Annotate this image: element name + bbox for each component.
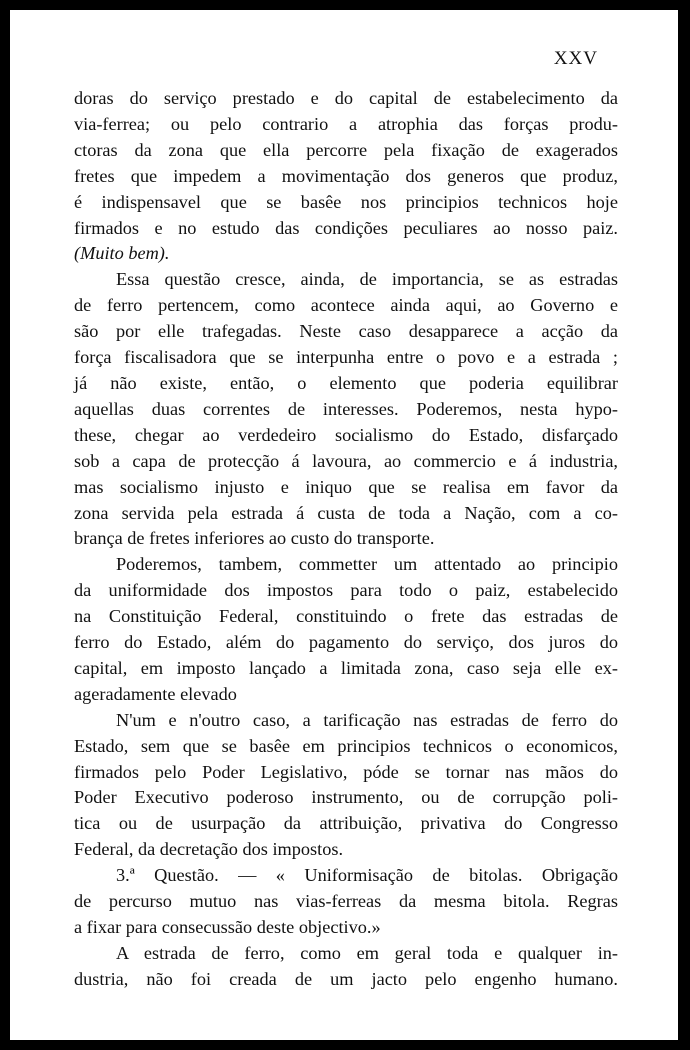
text-line: a fixar para consecussão deste objectivo.» — [74, 917, 381, 937]
text-line: mas socialismo injusto e iniquo que se realisa em favor da — [74, 476, 618, 497]
text-line: Federal, da decretação dos impostos. — [74, 839, 344, 860]
text-line: são por elle trafegadas. Neste caso desapparece a acção da — [74, 321, 618, 342]
text-line: Poderemos, tambem, commetter um attentado ao principio — [116, 554, 618, 575]
text-line: brança de fretes inferiores ao custo do transporte. — [74, 528, 435, 549]
text-line: tica ou de usurpação da attribuição, privativa do Congresso — [74, 813, 618, 834]
text-line: doras do serviço prestado e do capital de estabelecimento da — [74, 88, 618, 108]
text-line: na Constituição Federal, constituindo o frete das estradas de — [74, 606, 618, 627]
text-line: zona servida pela estrada á custa de toda a Nação, com a co- — [74, 502, 618, 523]
text-line: dustria, não foi creada de um jacto pelo engenho humano. — [74, 968, 618, 989]
text-line: Poder Executivo poderoso instrumento, ou de corrupção poli- — [74, 787, 618, 808]
text-line: é indispensavel que se basêe nos principios technicos hoje — [74, 191, 618, 212]
text-line: Estado, sem que se basêe em principios technicos o economicos, — [74, 735, 618, 756]
text-line: firmados e no estudo das condições peculiares ao nosso paiz. — [74, 217, 618, 238]
text-line: N'um e n'outro caso, a tarificação nas estradas de ferro do — [116, 709, 618, 730]
text-line: força fiscalisadora que se interpunha entre o povo e a estrada ; — [74, 347, 618, 368]
text-line: capital, em imposto lançado a limitada zona, caso seja elle ex- — [74, 657, 618, 678]
body-text — [74, 86, 618, 993]
text-line: da uniformidade dos impostos para todo o paiz, estabelecido — [74, 580, 618, 601]
text-line: Essa questão cresce, ainda, de importancia, se as estradas — [116, 269, 618, 290]
text-line: ferro do Estado, além do pagamento do serviço, dos juros do — [74, 632, 618, 653]
text-line: fretes que impedem a movimentação dos generos que produz, — [74, 165, 618, 186]
text-line: via-ferrea; ou pelo contrario a atrophia das forças produ- — [74, 113, 618, 134]
text-line: ageradamente elevado — [74, 683, 237, 704]
page-number: XXV — [553, 48, 598, 69]
text-line: de percurso mutuo nas vias-ferreas da mesma bitola. Regras — [74, 891, 618, 912]
text-line: 3.ª Questão. — « Uniformisação de bitolas. Obrigação — [116, 865, 618, 886]
text-line: these, chegar ao verdedeiro socialismo do Estado, disfarçado — [74, 424, 618, 445]
text-line: A estrada de ferro, como em geral toda e qualquer in- — [116, 942, 618, 963]
book-page — [10, 10, 678, 1040]
text-line: (Muito bem). — [74, 243, 170, 264]
text-line: de ferro pertencem, como acontece ainda aqui, ao Governo e — [74, 295, 618, 316]
text-line: sob a capa de protecção á lavoura, ao commercio e á industria, — [74, 450, 618, 471]
text-line: firmados pelo Poder Legislativo, póde se tornar nas mãos do — [74, 761, 618, 782]
text-line: ctoras da zona que ella percorre pela fixação de exagerados — [74, 139, 618, 160]
text-line: aquellas duas correntes de interesses. Poderemos, nesta hypo- — [74, 398, 618, 419]
text-line: já não existe, então, o elemento que poderia equilibrar — [74, 372, 618, 393]
